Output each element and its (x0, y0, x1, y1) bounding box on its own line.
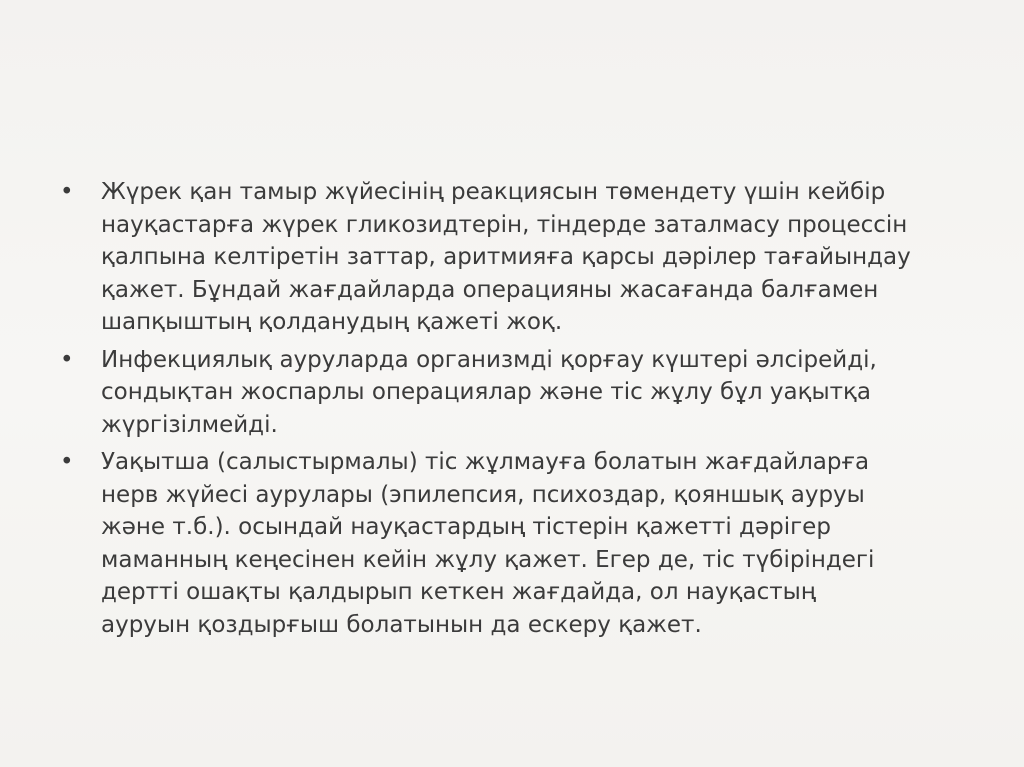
bullet-text-line: маманның кеңесінен кейін жұлу қажет. Егер де, тіс түбіріндегі (101, 546, 875, 573)
bullet-icon: • (60, 346, 74, 373)
bullet-text-line: науқастарға жүрек гликозидтерін, тіндерде заталмасу процессін (101, 211, 908, 238)
bullet-text-line: шапқыштың қолданудың қажеті жоқ. (101, 309, 563, 335)
bullet-text-line: нерв жүйесі аурулары (эпилепсия, психоздар, қояншық ауруы (101, 481, 865, 508)
bullet-text-line: ауруын қоздырғыш болатынын да ескеру қажет. (101, 611, 702, 638)
bullet-item-2 (60, 344, 980, 442)
bullet-text-line: жүргізілмейді. (101, 411, 278, 438)
bullet-text-line: және т.б.). осындай науқастардың тістерін қажетті дәрігер (101, 514, 831, 540)
bullet-item-3 (60, 446, 980, 641)
bullet-text-line: Жүрек қан тамыр жүйесінің реакциясын төмендету үшін кейбір (101, 179, 886, 205)
bullet-text-line: Инфекциялық ауруларда организмді қорғау күштері әлсірейді, (101, 346, 877, 373)
bullet-icon: • (60, 179, 74, 205)
bullet-text-line: қажет. Бұндай жағдайларда операцияны жасағанда балғамен (101, 276, 879, 303)
bullet-icon: • (60, 449, 74, 475)
bullet-text-line: сондықтан жоспарлы операциялар және тіс жұлу бұл уақытқа (101, 379, 872, 405)
bullet-text-line: дертті ошақты қалдырып кеткен жағдайда, ол науқастың (101, 579, 816, 605)
bullet-list (60, 176, 980, 646)
bullet-text-line: қалпына келтіретін заттар, аритмияға қарсы дәрілер тағайындау (101, 244, 911, 270)
bullet-text-line: Уақытша (салыстырмалы) тіс жұлмауға болатын жағдайларға (101, 449, 870, 475)
bullet-item-1 (60, 176, 980, 339)
